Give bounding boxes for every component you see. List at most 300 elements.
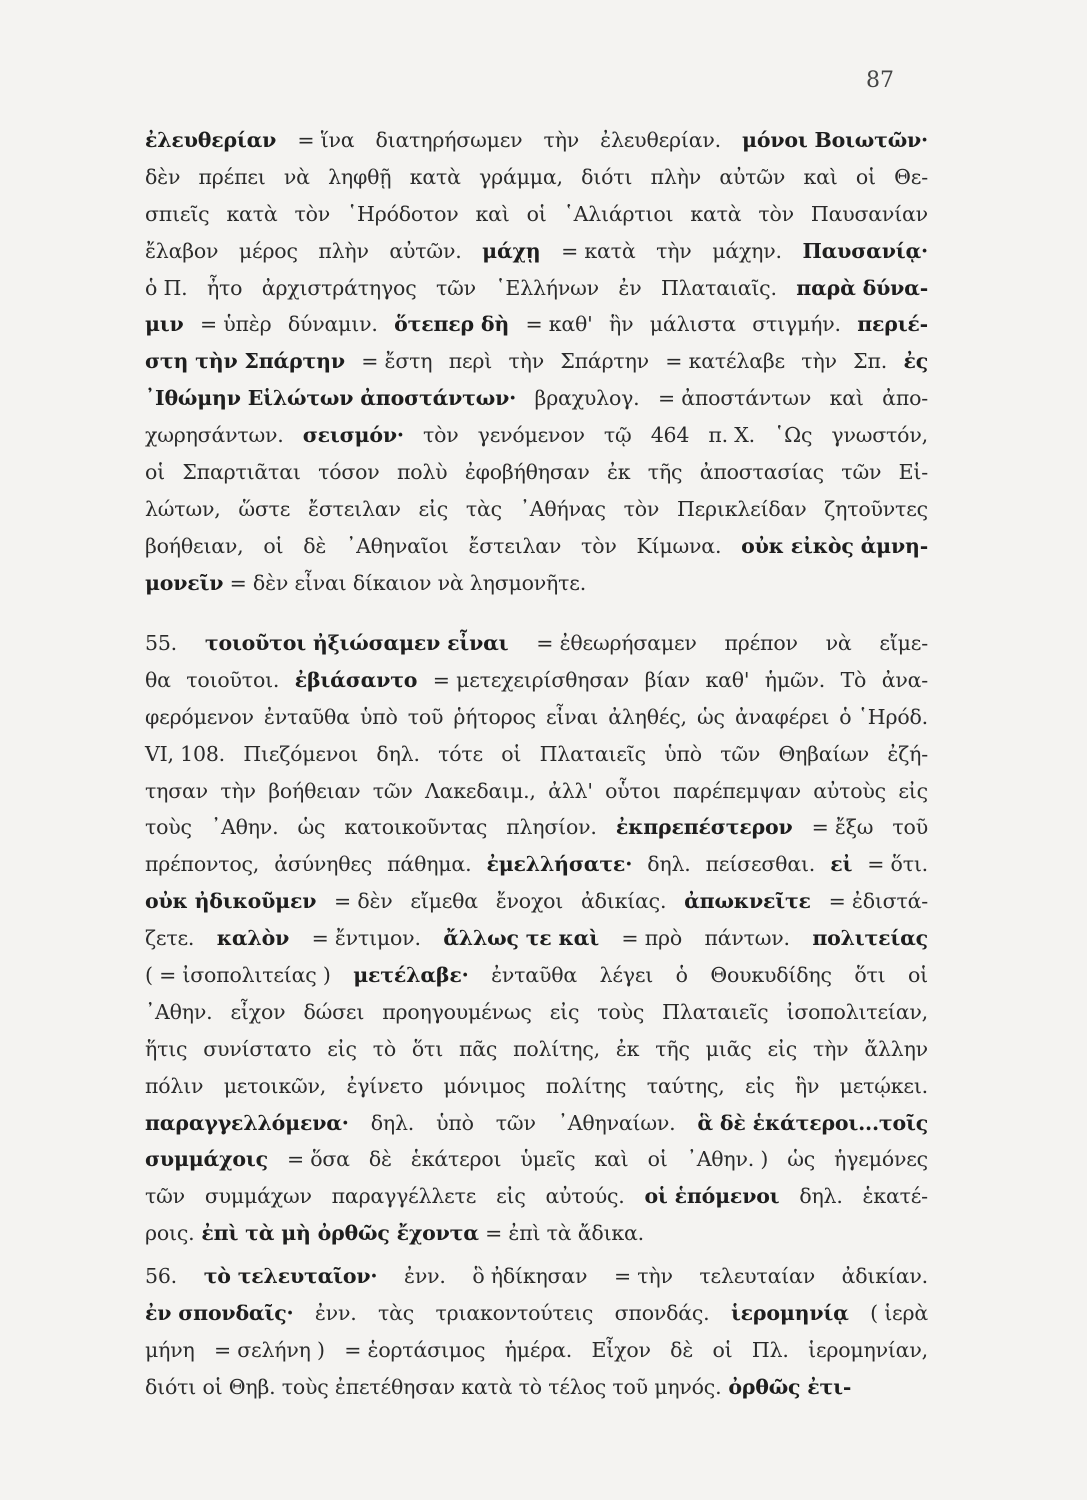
text-segment: ἐγίνετο xyxy=(346,1073,424,1098)
text-segment: εἰς xyxy=(549,999,580,1024)
text-segment: εἰς xyxy=(496,1184,526,1209)
lemma-term: εἰ xyxy=(830,852,853,877)
text-segment: εἶναι xyxy=(294,570,347,595)
text-segment: διότι xyxy=(581,164,633,189)
text-segment: = ἑορτάσιμος xyxy=(344,1337,486,1362)
text-segment: βραχυλογ. xyxy=(534,386,640,411)
text-segment: Πλαταιεῖς xyxy=(539,741,646,766)
text-segment: διότι xyxy=(145,1374,197,1399)
text-segment: δὲ xyxy=(303,533,327,558)
text-segment: Σπάρτην xyxy=(560,349,649,374)
text-segment: ὥστε xyxy=(238,496,291,521)
text-segment: δηλ. xyxy=(647,852,691,877)
commentary-paragraph xyxy=(145,1264,928,1412)
text-segment: τῶν xyxy=(145,1184,185,1209)
text-segment: λέγει xyxy=(599,963,654,988)
text-segment: καὶ xyxy=(829,386,864,411)
text-line xyxy=(145,1338,928,1375)
text-segment: = δὲν xyxy=(229,570,289,595)
text-segment: Παυσανίαν xyxy=(810,201,928,226)
text-line xyxy=(145,497,928,534)
lemma-term: Παυσανίᾳ· xyxy=(802,238,928,263)
text-line xyxy=(145,1147,928,1184)
text-segment: ληφθῇ xyxy=(328,164,392,189)
text-segment: τὴν xyxy=(812,1036,849,1061)
text-segment: ὡς xyxy=(787,1147,816,1172)
lemma-term: ἐβιάσαντο xyxy=(294,667,418,692)
lemma-term: τοιοῦτοι ἠξιώσαμεν εἶναι xyxy=(204,631,509,655)
text-segment: καὶ xyxy=(475,201,510,226)
text-segment: γενόμενον xyxy=(477,423,585,448)
text-segment: πολὺ xyxy=(396,460,448,485)
text-segment: λώτων, xyxy=(145,496,221,521)
lemma-term: οὐκ εἰκὸς ἀμνη- xyxy=(741,533,928,558)
text-segment: τῶν xyxy=(841,460,882,485)
text-line xyxy=(145,349,928,386)
text-segment: ἐν xyxy=(618,275,642,300)
text-segment: πρέπον xyxy=(724,631,798,655)
text-segment: ῥήτορος xyxy=(453,704,536,729)
text-segment: ἐνν. xyxy=(314,1300,357,1325)
text-segment: ἐνν. xyxy=(404,1264,446,1288)
text-segment: οἱ xyxy=(855,164,876,189)
text-line xyxy=(145,571,928,608)
text-segment: ὃ ἠδίκησαν xyxy=(472,1264,588,1288)
lemma-term: οἱ ἑπόμενοι xyxy=(644,1184,780,1209)
text-segment: αὐτῶν. xyxy=(389,238,462,263)
text-segment: τόσον xyxy=(318,460,380,485)
text-segment: ῾Ηρόδοτον xyxy=(347,201,459,226)
page-number: 87 xyxy=(866,68,894,93)
text-segment: ἣν xyxy=(794,1073,820,1098)
text-segment: ζετε. xyxy=(145,926,195,951)
lemma-term: ὀρθῶς ἐτι- xyxy=(728,1374,852,1399)
text-segment: ἐνταῦθα xyxy=(491,963,577,988)
text-line xyxy=(145,460,928,497)
text-line xyxy=(145,202,928,239)
text-segment: πάντων. xyxy=(704,926,790,951)
text-segment: τὴν xyxy=(801,349,837,374)
text-segment: τῆς xyxy=(647,460,683,485)
lemma-term: ἐς xyxy=(903,349,928,374)
text-segment: συνίστατο xyxy=(203,1036,312,1061)
commentary-paragraph xyxy=(145,631,928,1258)
text-segment: Τὸ xyxy=(840,667,867,692)
text-segment: τοῦ xyxy=(892,815,928,840)
text-line xyxy=(145,889,928,926)
lemma-term: ἐν σπονδαῖς· xyxy=(145,1300,294,1325)
lemma-term: ἀπωκνεῖτε xyxy=(684,889,811,914)
text-segment: τὸ xyxy=(518,1374,542,1399)
text-segment: οἱ xyxy=(145,460,165,485)
text-segment: δὲν xyxy=(145,164,181,189)
text-segment: φερόμενον xyxy=(145,704,254,729)
text-segment: πρέπει xyxy=(198,164,266,189)
text-segment: τὸν xyxy=(758,201,794,226)
text-segment: ἑκατέ- xyxy=(862,1184,928,1209)
text-segment: Πλαταιεῖς xyxy=(662,999,769,1024)
text-segment: Πιεζόμενοι xyxy=(243,741,359,766)
text-segment: τῷ xyxy=(603,423,632,448)
text-segment: ἡμέρα. xyxy=(504,1337,573,1362)
text-segment: παρέπεμψαν xyxy=(673,778,801,803)
text-segment: ῾Ελλήνων xyxy=(495,275,599,300)
lemma-term: ὅτεπερ δὴ xyxy=(394,312,510,337)
text-line xyxy=(145,534,928,571)
text-segment: VI, 108. xyxy=(145,741,225,766)
text-segment: ἡγεμόνες xyxy=(834,1147,928,1172)
text-segment: τέλος xyxy=(548,1374,606,1399)
text-segment: μάχην. xyxy=(712,238,782,263)
text-segment: σπονδάς. xyxy=(614,1300,710,1325)
text-line xyxy=(145,312,928,349)
text-segment: οἱ xyxy=(712,1337,733,1362)
text-segment: αὐτοὺς xyxy=(813,778,886,803)
text-segment: = ὅτι. xyxy=(867,852,928,877)
text-segment: συμμάχων xyxy=(204,1184,312,1209)
text-segment: ἰσοπολιτείαν, xyxy=(786,999,928,1024)
text-segment: ὡς xyxy=(697,704,725,729)
text-segment: τὴν xyxy=(220,778,256,803)
text-line xyxy=(145,926,928,963)
text-segment: ἀσύνηθες xyxy=(274,852,373,877)
text-segment: π. Χ. xyxy=(708,423,755,448)
text-segment: ῾Αλιάρτιοι xyxy=(563,201,674,226)
text-segment: ᾿Αθην. ) xyxy=(686,1147,769,1172)
text-segment: τὸν xyxy=(294,201,331,226)
text-segment: ἐκ xyxy=(615,1036,640,1061)
text-segment: καὶ xyxy=(803,164,838,189)
text-segment: ἔλαβον xyxy=(145,238,219,263)
text-segment: πλησίον. xyxy=(506,815,597,840)
lemma-term: συμμάχοις xyxy=(145,1147,268,1172)
text-segment: περὶ xyxy=(448,349,493,374)
text-segment: = ὑπὲρ xyxy=(199,312,272,337)
text-segment: εἰς xyxy=(767,1036,798,1061)
text-segment: τησαν xyxy=(145,778,208,803)
text-segment: προηγουμένως xyxy=(382,999,532,1024)
text-segment: Κίμωνα. xyxy=(636,533,722,558)
text-segment: εἰς xyxy=(744,1073,775,1098)
text-segment: ἥτις xyxy=(145,1036,188,1061)
text-segment: μόνιμος xyxy=(443,1073,526,1098)
text-segment: 464 xyxy=(650,423,690,448)
text-segment: ᾿Αθήνας xyxy=(519,496,606,521)
text-segment: = ἀποστάντων xyxy=(657,386,812,411)
text-segment: νὰ xyxy=(825,631,852,655)
text-segment: τῶν xyxy=(372,778,413,803)
text-segment: ὁ ῾Ηρόδ. xyxy=(839,704,928,729)
text-segment: τοιοῦτοι. xyxy=(186,667,280,692)
text-segment: οὗτοι xyxy=(605,778,661,803)
lemma-term: ἐπὶ τὰ μὴ ὀρθῶς ἔχοντα xyxy=(201,1221,479,1246)
text-segment: παραγγέλλετε xyxy=(331,1184,477,1209)
text-segment: ᾿Αθην. xyxy=(210,815,279,840)
lemma-term: τὸ τελευταῖον· xyxy=(203,1264,378,1288)
text-line xyxy=(145,1301,928,1338)
text-segment: μήνη xyxy=(145,1337,195,1362)
text-segment: τοὺς xyxy=(597,999,645,1024)
text-segment: ἐλευθερίαν. xyxy=(600,128,721,152)
text-segment: βοήθειαν xyxy=(268,778,361,803)
text-segment: δηλ. xyxy=(376,741,420,766)
lemma-term: ἐμελλήσατε· xyxy=(486,852,633,877)
text-segment: θα xyxy=(145,667,171,692)
text-line xyxy=(145,963,928,1000)
text-segment: τοῦ xyxy=(612,1374,648,1399)
text-segment: πᾶς xyxy=(458,1036,498,1061)
text-segment: τὴν xyxy=(543,128,580,152)
text-segment: ἀναφέρει xyxy=(734,704,830,729)
text-segment: = πρὸ xyxy=(621,926,682,951)
text-segment: κατὰ xyxy=(226,201,278,226)
text-segment: ἔστειλαν xyxy=(308,496,401,521)
text-segment: πείσεσθαι. xyxy=(705,852,816,877)
lemma-term: στη τὴν Σπάρτην xyxy=(145,349,345,374)
text-segment: τῶν xyxy=(435,275,476,300)
text-segment: γράμμα, xyxy=(479,164,563,189)
text-segment: = ὅσα xyxy=(286,1147,350,1172)
text-segment: οἱ xyxy=(908,963,928,988)
lemma-term: παραγγελλόμενα· xyxy=(145,1110,349,1135)
text-segment: μιᾶς xyxy=(705,1036,752,1061)
text-segment: ἀρχιστράτηγος xyxy=(261,275,417,300)
text-line xyxy=(145,423,928,460)
text-segment: Πλαταιαῖς. xyxy=(660,275,777,300)
text-segment: ( = ἰσοπολιτείας ) xyxy=(145,963,331,988)
text-segment: δὲ xyxy=(670,1337,694,1362)
lemma-term: ἃ δὲ ἑκάτεροι...τοῖς xyxy=(697,1110,928,1135)
text-segment: καὶ xyxy=(594,1147,629,1172)
text-segment: οἱ xyxy=(202,1374,223,1399)
text-segment: = ἐδιστά- xyxy=(828,889,928,914)
text-segment: ἡμῶν. xyxy=(764,667,826,692)
text-segment: = τὴν xyxy=(613,1264,673,1288)
text-line xyxy=(145,705,928,742)
lemma-term: μονεῖν xyxy=(145,570,224,595)
text-segment: τοῦ xyxy=(407,704,444,729)
text-segment: ροις. xyxy=(145,1221,195,1246)
text-segment: = μετεχειρίσθησαν xyxy=(432,667,630,692)
text-segment: δηλ. xyxy=(799,1184,843,1209)
text-segment: ἑκάτεροι xyxy=(410,1147,502,1172)
text-segment: τὰ xyxy=(546,1221,572,1246)
lemma-term: σεισμόν· xyxy=(302,423,404,448)
text-line xyxy=(145,1037,928,1074)
text-segment: τὸν xyxy=(581,533,617,558)
text-segment: ἀνα- xyxy=(881,667,928,692)
commentary-paragraph xyxy=(145,128,928,608)
text-segment: εἰς xyxy=(418,496,449,521)
text-segment: τοὺς xyxy=(145,815,192,840)
text-segment: διατηρήσωμεν xyxy=(375,128,523,152)
text-segment: πολίτης, xyxy=(513,1036,600,1061)
text-segment: ἄλλην xyxy=(864,1036,928,1061)
text-segment: τῶν xyxy=(495,1110,536,1135)
text-segment: τῆς xyxy=(655,1036,690,1061)
text-line xyxy=(145,852,928,889)
text-segment: ἐζή- xyxy=(887,741,928,766)
text-segment: ( ἱερὰ xyxy=(870,1300,928,1325)
text-segment: μετῴκει. xyxy=(839,1073,928,1098)
text-segment: 55. xyxy=(145,631,178,655)
text-segment: = καθ' xyxy=(525,312,593,337)
text-segment: Λακεδαιμ., xyxy=(425,778,536,803)
lemma-term: μετέλαβε· xyxy=(353,963,469,988)
text-segment: τὸ xyxy=(372,1036,396,1061)
text-segment: τότε xyxy=(438,741,483,766)
text-segment: Θηβαίων xyxy=(778,741,870,766)
text-segment: τὴν xyxy=(656,238,692,263)
lemma-term: πολιτείας xyxy=(812,926,928,951)
text-segment: ἀπο- xyxy=(882,386,928,411)
text-segment: στιγμήν. xyxy=(752,312,841,337)
text-segment: ὑπὸ xyxy=(359,704,398,729)
text-segment: = κατὰ xyxy=(561,238,636,263)
text-segment: ἱερομηνίαν, xyxy=(808,1337,928,1362)
text-segment: δώσει xyxy=(303,999,365,1024)
text-segment: Περικλείδαν xyxy=(676,496,807,521)
text-segment: μέρος xyxy=(238,238,298,263)
text-segment: 56. xyxy=(145,1264,178,1288)
text-segment: ταύτης, xyxy=(646,1073,725,1098)
text-segment: Πλ. xyxy=(751,1337,789,1362)
text-segment: ἐφοβήθησαν xyxy=(464,460,590,485)
text-segment: ἀδικίαν. xyxy=(841,1264,928,1288)
text-segment: οἱ xyxy=(526,201,547,226)
text-segment: κατὰ xyxy=(409,164,461,189)
text-segment: = ἔντιμον. xyxy=(311,926,421,951)
text-segment: βίαν xyxy=(644,667,690,692)
text-line xyxy=(145,276,928,313)
text-segment: γνωστόν, xyxy=(831,423,928,448)
text-line xyxy=(145,1221,928,1258)
lemma-term: ἄλλως τε καὶ xyxy=(443,926,599,951)
text-segment: Εἱ- xyxy=(898,460,928,485)
text-segment: ὁ xyxy=(675,963,688,988)
text-segment: τὰς xyxy=(465,496,502,521)
text-segment: μάλιστα xyxy=(649,312,736,337)
text-segment: ῾Ως xyxy=(774,423,813,448)
text-segment: Θηβ. xyxy=(228,1374,276,1399)
text-segment: = ἔστη xyxy=(361,349,433,374)
text-segment: πόλιν xyxy=(145,1073,204,1098)
lemma-term: περιέ- xyxy=(857,312,928,337)
text-segment: εἴμε- xyxy=(879,631,928,655)
text-line xyxy=(145,668,928,705)
text-segment: βοήθειαν, xyxy=(145,533,244,558)
text-segment: δύναμιν. xyxy=(287,312,378,337)
text-segment: = σελήνη ) xyxy=(213,1337,325,1362)
text-segment: χωρησάντων. xyxy=(145,423,284,448)
text-segment: αὐτούς. xyxy=(545,1184,625,1209)
text-segment: σπιεῖς xyxy=(145,201,210,226)
text-segment: τὴν xyxy=(508,349,544,374)
text-segment: ᾿Αθηναίων. xyxy=(557,1110,676,1135)
text-segment: ὅτι xyxy=(854,963,886,988)
text-segment: κατὰ xyxy=(461,1374,513,1399)
text-segment: εἰς xyxy=(327,1036,357,1061)
text-line xyxy=(145,1184,928,1221)
text-segment: Εἶχον xyxy=(591,1337,651,1362)
text-segment: τὸν xyxy=(422,423,459,448)
text-segment: δηλ. xyxy=(370,1110,415,1135)
text-segment: Θε- xyxy=(894,164,928,189)
text-segment: τὸν xyxy=(623,496,660,521)
text-segment: οἱ xyxy=(263,533,284,558)
text-segment: Σπαρτιᾶται xyxy=(182,460,301,485)
text-segment: πλὴν xyxy=(650,164,701,189)
text-segment: ἦτο xyxy=(206,275,243,300)
text-segment: ὡς xyxy=(297,815,326,840)
text-segment: = ἵνα xyxy=(297,128,355,152)
text-segment: μηνός. xyxy=(654,1374,722,1399)
text-segment: Σπ. xyxy=(853,349,888,374)
text-segment: τελευταίαν xyxy=(699,1264,815,1288)
text-segment: εἴμεθα xyxy=(410,889,478,914)
text-segment: Θουκυδίδης xyxy=(710,963,832,988)
text-segment: οἱ xyxy=(647,1147,668,1172)
text-segment: τῶν xyxy=(720,741,761,766)
text-line xyxy=(145,1264,928,1301)
text-segment: πάθημα. xyxy=(387,852,472,877)
text-segment: λησμονῆτε. xyxy=(469,570,587,595)
text-segment: ἐκ xyxy=(606,460,631,485)
text-line xyxy=(145,779,928,816)
text-line xyxy=(145,1375,928,1412)
text-segment: νὰ xyxy=(437,570,464,595)
text-segment: ᾿Αθην. xyxy=(145,999,213,1024)
text-line xyxy=(145,386,928,423)
text-segment: καθ' xyxy=(705,667,750,692)
lemma-term: καλὸν xyxy=(216,926,290,951)
text-segment: νὰ xyxy=(283,164,310,189)
text-segment: ἀποστασίας xyxy=(699,460,824,485)
text-segment: εἶχον xyxy=(230,999,286,1024)
text-segment: ὑπὸ xyxy=(436,1110,474,1135)
text-segment: ἔστειλαν xyxy=(468,533,562,558)
text-segment: ἐπετέθησαν xyxy=(334,1374,455,1399)
text-line xyxy=(145,239,928,276)
lemma-term: ἱερομηνίᾳ xyxy=(730,1300,849,1325)
lemma-term: μόνοι Βοιωτῶν· xyxy=(742,128,928,152)
text-segment: δίκαιον xyxy=(352,570,432,595)
text-segment: ὑμεῖς xyxy=(520,1147,576,1172)
text-segment: = δὲν xyxy=(334,889,393,914)
text-line xyxy=(145,1074,928,1111)
text-segment: πρέποντος, xyxy=(145,852,260,877)
text-segment: τοὺς xyxy=(281,1374,329,1399)
text-line xyxy=(145,165,928,202)
text-segment: αὐτῶν xyxy=(719,164,786,189)
text-segment: ἀλλ' xyxy=(548,778,593,803)
text-segment: = ἐπὶ xyxy=(485,1221,541,1246)
text-segment: ἀδικίας. xyxy=(580,889,667,914)
text-line xyxy=(145,128,928,165)
text-segment: κατὰ xyxy=(690,201,742,226)
text-segment: δὲ xyxy=(368,1147,392,1172)
lemma-term: μάχῃ xyxy=(482,238,541,263)
text-segment: εἶναι xyxy=(546,704,599,729)
text-segment: ᾿Αθηναῖοι xyxy=(346,533,449,558)
lemma-term: ἐλευθερίαν xyxy=(145,128,277,152)
text-segment: ἀληθές, xyxy=(608,704,687,729)
text-segment: πλὴν xyxy=(318,238,369,263)
text-line xyxy=(145,815,928,852)
lemma-term: ᾿Ιθώμην Εἱλώτων ἀποστάντων· xyxy=(145,386,517,411)
text-segment: = κατέλαβε xyxy=(665,349,785,374)
text-segment: πολίτης xyxy=(545,1073,627,1098)
